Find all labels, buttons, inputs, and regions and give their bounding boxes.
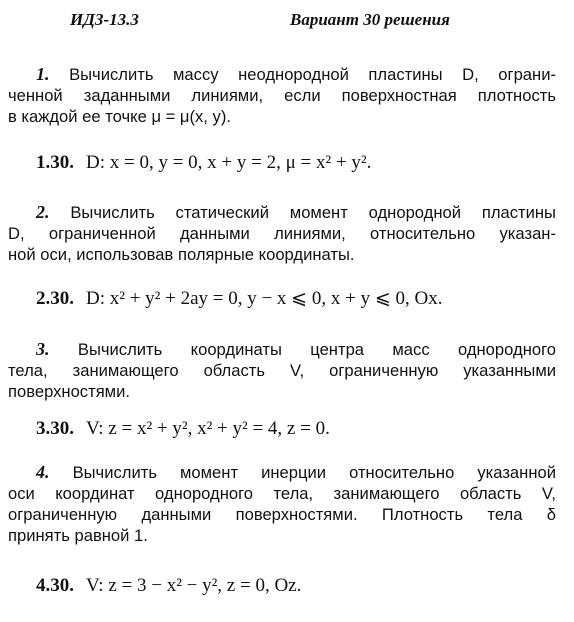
variant-3-30-label: 3.30. [36,418,74,439]
variant-4-30 [36,575,301,597]
task-1-number: 1. [36,64,50,84]
task-1-line-2: ченной заданными линиями, если поверхностная плотность [8,86,556,105]
task-1-line-1: 1. Вычислить массу неоднородной пластины D, ограни- [36,64,556,84]
task-1-statement [8,64,556,127]
task-3-statement [8,339,556,402]
task-4-line-2: оси координат однородного тела, занимающего область V, [8,484,556,503]
task-4-line-1: 4. Вычислить момент инерции относительно указанной [36,462,556,482]
variant-2-30-label: 2.30. [36,288,74,309]
task-3-line-1: 3. Вычислить координаты центра масс однородного [36,339,556,359]
variant-4-30-formula: V: z = 3 − x² − y², z = 0, Oz. [86,575,302,596]
variant-1-30-formula: D: x = 0, y = 0, x + y = 2, μ = x² + y². [86,152,372,173]
variant-1-30-label: 1.30. [36,152,74,173]
doc-code: ИДЗ-13.3 [70,10,139,29]
task-2-line-3: ной оси, использовав полярные координаты. [8,245,355,264]
task-4-statement [8,462,556,546]
task-2-line-1: 2. Вычислить статический момент однородной пластины [36,202,556,222]
task-3-number: 3. [36,339,50,359]
variant-4-30-label: 4.30. [36,575,74,596]
variant-2-30-formula: D: x² + y² + 2ay = 0, y − x ⩽ 0, x + y ⩽ 0, Ox. [86,288,443,309]
variant-3-30-formula: V: z = x² + y², x² + y² = 4, z = 0. [86,418,330,439]
task-3-line-2: тела, занимающего область V, ограниченную указанными [8,361,556,380]
task-2-line-2: D, ограниченной данными линиями, относительно указан- [8,224,556,243]
task-4-line-4: принять равной 1. [8,526,148,545]
task-4-number: 4. [36,462,50,482]
task-2-number: 2. [36,202,50,222]
variant-title: Вариант 30 решения [290,10,450,29]
task-1-line-3: в каждой ее точке μ = μ(x, y). [8,107,231,126]
variant-1-30 [36,152,371,174]
task-2-statement [8,202,556,265]
variant-3-30 [36,418,330,440]
task-3-line-3: поверхностями. [8,382,130,401]
task-4-line-3: ограниченную данными поверхностями. Плотность тела δ [8,505,556,524]
variant-2-30 [36,287,442,310]
